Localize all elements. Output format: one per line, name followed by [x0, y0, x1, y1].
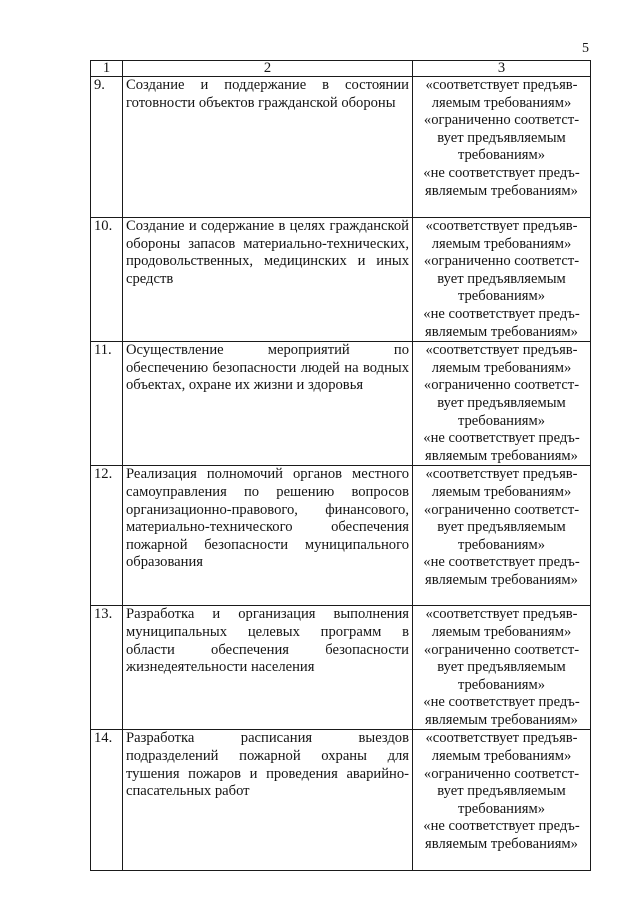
option-not-complies-line-1: «не соответствует предъ-	[423, 694, 580, 711]
option-partially-complies-line-2: вует предъявляемым	[437, 270, 566, 287]
row-options	[413, 606, 591, 730]
option-complies-line-1: «соответствует предъяв-	[425, 730, 578, 747]
table-row	[91, 606, 591, 730]
row-number: 10.	[91, 218, 123, 342]
row-options	[413, 342, 591, 466]
row-task	[123, 606, 413, 730]
row-task-text: Создание и поддержание в состоянии готовности объектов гражданской обороны	[126, 77, 409, 111]
option-complies-line-1: «соответствует предъяв-	[425, 342, 578, 359]
row-task	[123, 342, 413, 466]
assessment-table	[90, 60, 591, 871]
option-partially-complies-line-2: вует предъявляемым	[437, 519, 566, 536]
row-options	[413, 466, 591, 606]
row-number: 13.	[91, 606, 123, 730]
row-options	[413, 77, 591, 218]
option-not-complies-line-2: являемым требованиям»	[425, 836, 578, 853]
row-options	[413, 218, 591, 342]
table-row	[91, 218, 591, 342]
header-col-1: 1	[91, 61, 123, 77]
option-partially-complies-line-3: требованиям»	[457, 800, 546, 817]
option-not-complies-line-1: «не соответствует предъ-	[423, 554, 580, 571]
option-complies-line-1: «соответствует предъяв-	[425, 606, 578, 623]
table-row	[91, 730, 591, 871]
option-not-complies-line-2: являемым требованиям»	[425, 447, 578, 464]
option-not-complies-line-1: «не соответствует предъ-	[423, 164, 580, 181]
option-not-complies-line-2: являемым требованиям»	[425, 182, 578, 199]
row-options	[413, 730, 591, 871]
table-row	[91, 466, 591, 606]
row-task-text: Разработка и организация выполнения муниципальных целевых программ в области обеспечения безопасности жизнедеятельности населения	[126, 606, 409, 676]
option-complies-line-2: ляемым требованиям»	[431, 94, 572, 111]
row-task	[123, 218, 413, 342]
option-complies-line-1: «соответствует предъяв-	[425, 466, 578, 483]
header-col-2: 2	[123, 61, 413, 77]
option-not-complies-line-1: «не соответствует предъ-	[423, 305, 580, 322]
row-task-text: Реализация полномочий органов местного самоуправления по решению вопросов организационно-правового, финансового, материально-технического обеспечения пожарной безопасности муниципального образования	[126, 466, 409, 571]
option-partially-complies-line-1: «ограниченно соответст-	[423, 765, 580, 782]
option-partially-complies-line-1: «ограниченно соответст-	[423, 112, 580, 129]
option-partially-complies-line-2: вует предъявляемым	[437, 783, 566, 800]
header-row	[91, 61, 591, 77]
option-partially-complies-line-2: вует предъявляемым	[437, 394, 566, 411]
option-complies-line-2: ляемым требованиям»	[431, 235, 572, 252]
header-col-3: 3	[413, 61, 591, 77]
option-partially-complies-line-1: «ограниченно соответст-	[423, 501, 580, 518]
row-number: 11.	[91, 342, 123, 466]
table-row	[91, 77, 591, 218]
option-complies-line-1: «соответствует предъяв-	[425, 77, 578, 93]
option-partially-complies-line-3: требованиям»	[457, 147, 546, 164]
option-partially-complies-line-1: «ограниченно соответст-	[423, 641, 580, 658]
row-number: 9.	[91, 77, 123, 218]
option-complies-line-2: ляемым требованиям»	[431, 359, 572, 376]
row-task-text: Осуществление мероприятий по обеспечению безопасности людей на водных объектах, охране их жизни и здоровья	[126, 342, 409, 394]
option-partially-complies-line-1: «ограниченно соответст-	[423, 253, 580, 270]
option-partially-complies-line-3: требованиям»	[457, 536, 546, 553]
option-partially-complies-line-2: вует предъявляемым	[437, 659, 566, 676]
option-not-complies-line-2: являемым требованиям»	[425, 571, 578, 588]
page-number: 5	[582, 41, 589, 56]
option-complies-line-1: «соответствует предъяв-	[425, 218, 578, 234]
option-partially-complies-line-2: вует предъявляемым	[437, 129, 566, 146]
table-row	[91, 342, 591, 466]
option-partially-complies-line-3: требованиям»	[457, 676, 546, 693]
option-partially-complies-line-3: требованиям»	[457, 288, 546, 305]
option-not-complies-line-1: «не соответствует предъ-	[423, 818, 580, 835]
option-partially-complies-line-3: требованиям»	[457, 412, 546, 429]
row-task	[123, 466, 413, 606]
row-number: 12.	[91, 466, 123, 606]
row-task-text: Создание и содержание в целях гражданской обороны запасов материально-технических, продовольственных, медицинских и иных средств	[126, 218, 409, 287]
option-complies-line-2: ляемым требованиям»	[431, 748, 572, 765]
row-task	[123, 730, 413, 871]
option-complies-line-2: ляемым требованиям»	[431, 623, 572, 640]
row-task	[123, 77, 413, 218]
option-not-complies-line-2: являемым требованиям»	[425, 711, 578, 728]
option-not-complies-line-1: «не соответствует предъ-	[423, 430, 580, 447]
row-task-text: Разработка расписания выездов подразделений пожарной охраны для тушения пожаров и проведения аварийно-спасательных работ	[126, 730, 409, 800]
row-number: 14.	[91, 730, 123, 871]
option-complies-line-2: ляемым требованиям»	[431, 483, 572, 500]
option-partially-complies-line-1: «ограниченно соответст-	[423, 377, 580, 394]
option-not-complies-line-2: являемым требованиям»	[425, 323, 578, 340]
